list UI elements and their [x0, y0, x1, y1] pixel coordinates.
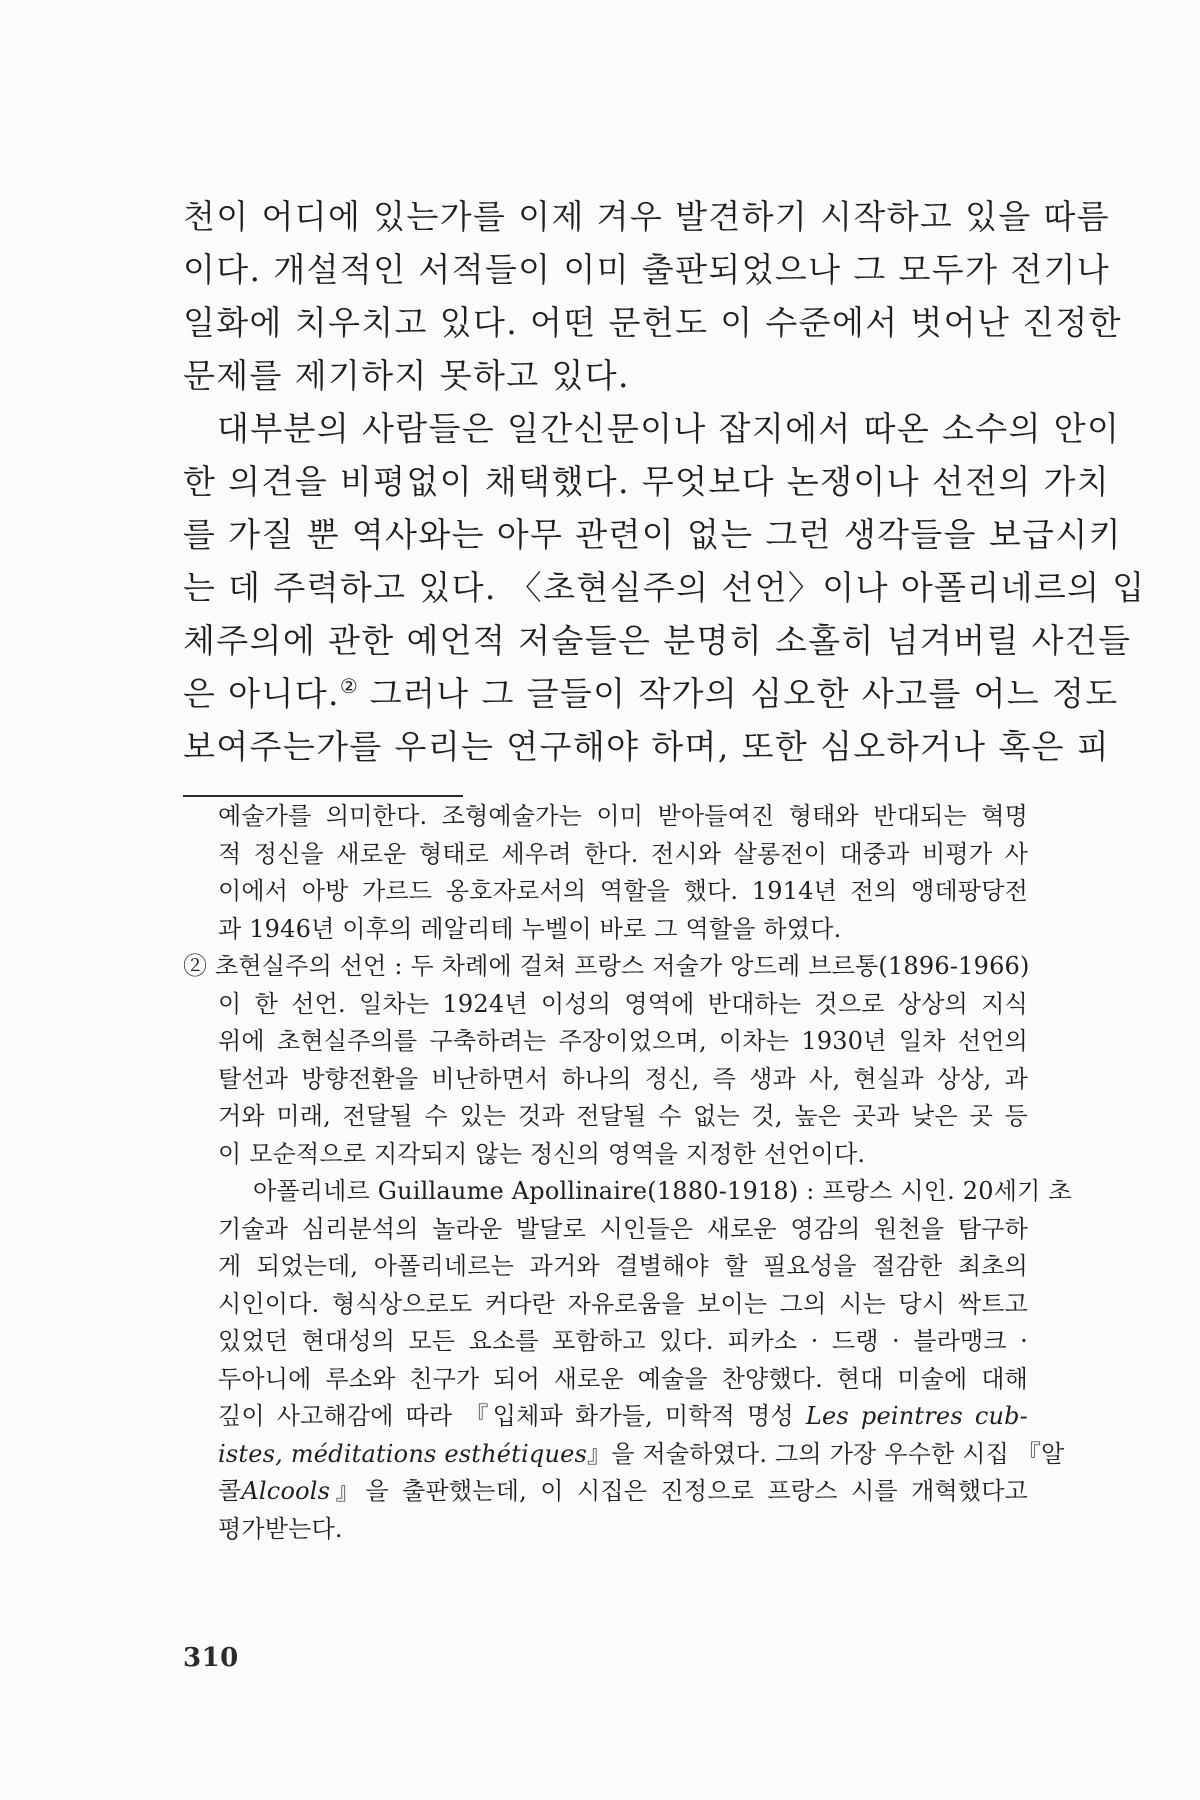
body-line-6: 한 의견을 비평없이 채택했다. 무엇보다 논쟁이나 선전의 가치 — [183, 462, 1111, 501]
body-line-5: 대부분의 사람들은 일간신문이나 잡지에서 따온 소수의 안이 — [217, 409, 1121, 448]
footnote-reference-2: ② — [339, 674, 358, 698]
footnote-line-1: 예술가를 의미한다. 조형예술가는 이미 받아들여진 형태와 반대되는 혁명 — [218, 802, 1028, 830]
body-line-7: 를 가질 뿐 역사와는 아무 관련이 없는 그런 생각들을 보급시키 — [183, 515, 1122, 554]
body-line-10 — [183, 667, 1119, 720]
footnote-line-17-text: 깊이 사고해감에 따라 『입체파 화가들, 미학적 명성 — [218, 1402, 794, 1430]
footnote-line-2: 적 정신을 새로운 형태로 세우려 한다. 전시와 살롱전이 대중과 비평가 사 — [218, 839, 1028, 868]
body-line-8: 는 데 주력하고 있다. 〈초현실주의 선언〉이나 아폴리네르의 입 — [183, 568, 1146, 607]
footnote-separator-rule — [183, 795, 463, 797]
footnote-line-18-text: 』을 저술하였다. 그의 가장 우수한 시집 『알 — [587, 1439, 1065, 1468]
footnote-line-4: 과 1946년 이후의 레알리테 누벨이 바로 그 역할을 하였다. — [218, 914, 842, 943]
body-line-4: 문제를 제기하지 못하고 있다. — [183, 356, 630, 395]
footnote-line-5: ② 초현실주의 선언 : 두 차례에 걸쳐 프랑스 저술가 앙드레 브르통(1896-1966) — [183, 952, 1030, 980]
main-body-text — [183, 190, 1146, 773]
footnote-line-14: 시인이다. 형식상으로도 커다란 자유로움을 보이는 그의 시는 당시 싹트고 — [218, 1289, 1028, 1318]
footnote-line-18 — [183, 1436, 1065, 1474]
footnote-line-15: 있었던 현대성의 모든 요소를 포함하고 있다. 피카소 · 드랭 · 블라맹크 · — [218, 1327, 1028, 1355]
page-number: 310 — [183, 1643, 239, 1673]
body-line-11: 보여주는가를 우리는 연구해야 하며, 또한 심오하거나 혹은 피 — [183, 727, 1111, 766]
footnote-line-20: 평가받는다. — [218, 1514, 343, 1543]
footnotes — [183, 798, 1072, 1548]
footnote-line-19-end: 』을 출판했는데, 이 시집은 진정으로 프랑스 시를 개혁했다고 — [330, 1477, 1028, 1505]
body-line-1: 천이 어디에 있는가를 이제 겨우 발견하기 시작하고 있을 따름 — [183, 197, 1111, 236]
footnote-line-12: 기술과 심리분석의 놀라운 발달로 시인들은 새로운 영감의 원천을 탐구하 — [218, 1214, 1028, 1243]
footnote-line-6: 이 한 선언. 일차는 1924년 이성의 영역에 반대하는 것으로 상상의 지식 — [218, 989, 1028, 1018]
footnote-line-8: 탈선과 방향전환을 비난하면서 하나의 정신, 즉 생과 사, 현실과 상상, 과 — [218, 1064, 1028, 1093]
french-title-part-1: Les peintres cub- — [805, 1402, 1028, 1430]
footnote-line-17 — [183, 1398, 1028, 1436]
body-line-10-start: 은 아니다. — [183, 674, 340, 713]
footnote-line-19-start: 콜 — [218, 1477, 242, 1505]
french-title-alcools: Alcools — [241, 1477, 331, 1505]
body-line-10-end: 그러나 그 글들이 작가의 심오한 사고를 어느 정도 — [357, 674, 1119, 713]
body-line-3: 일화에 치우치고 있다. 어떤 문헌도 이 수준에서 벗어난 진정한 — [183, 303, 1122, 342]
body-line-2: 이다. 개설적인 서적들이 이미 출판되었으나 그 모두가 전기나 — [183, 250, 1111, 289]
footnote-line-9: 거와 미래, 전달될 수 있는 것과 전달될 수 없는 것, 높은 곳과 낮은 곳 등 — [218, 1102, 1028, 1130]
footnote-line-16: 두아니에 루소와 친구가 되어 새로운 예술을 찬양했다. 현대 미술에 대해 — [218, 1364, 1028, 1393]
footnote-line-19 — [183, 1473, 1028, 1511]
footnote-line-11: 아폴리네르 Guillaume Apollinaire(1880-1918) : 프랑스 시인. 20세기 초 — [253, 1177, 1072, 1205]
footnote-line-13: 게 되었는데, 아폴리네르는 과거와 결별해야 할 필요성을 절감한 최초의 — [218, 1252, 1028, 1280]
footnote-line-3: 이에서 아방 가르드 옹호자로서의 역할을 했다. 1914년 전의 앵데팡당전 — [218, 877, 1028, 905]
french-title-part-2: istes, méditations esthétiques — [218, 1439, 588, 1468]
footnote-line-10: 이 모순적으로 지각되지 않는 정신의 영역을 지정한 선언이다. — [218, 1139, 866, 1168]
footnote-line-7: 위에 초현실주의를 구축하려는 주장이었으며, 이차는 1930년 일차 선언의 — [218, 1027, 1028, 1055]
body-line-9: 체주의에 관한 예언적 저술들은 분명히 소홀히 넘겨버릴 사건들 — [183, 621, 1132, 660]
